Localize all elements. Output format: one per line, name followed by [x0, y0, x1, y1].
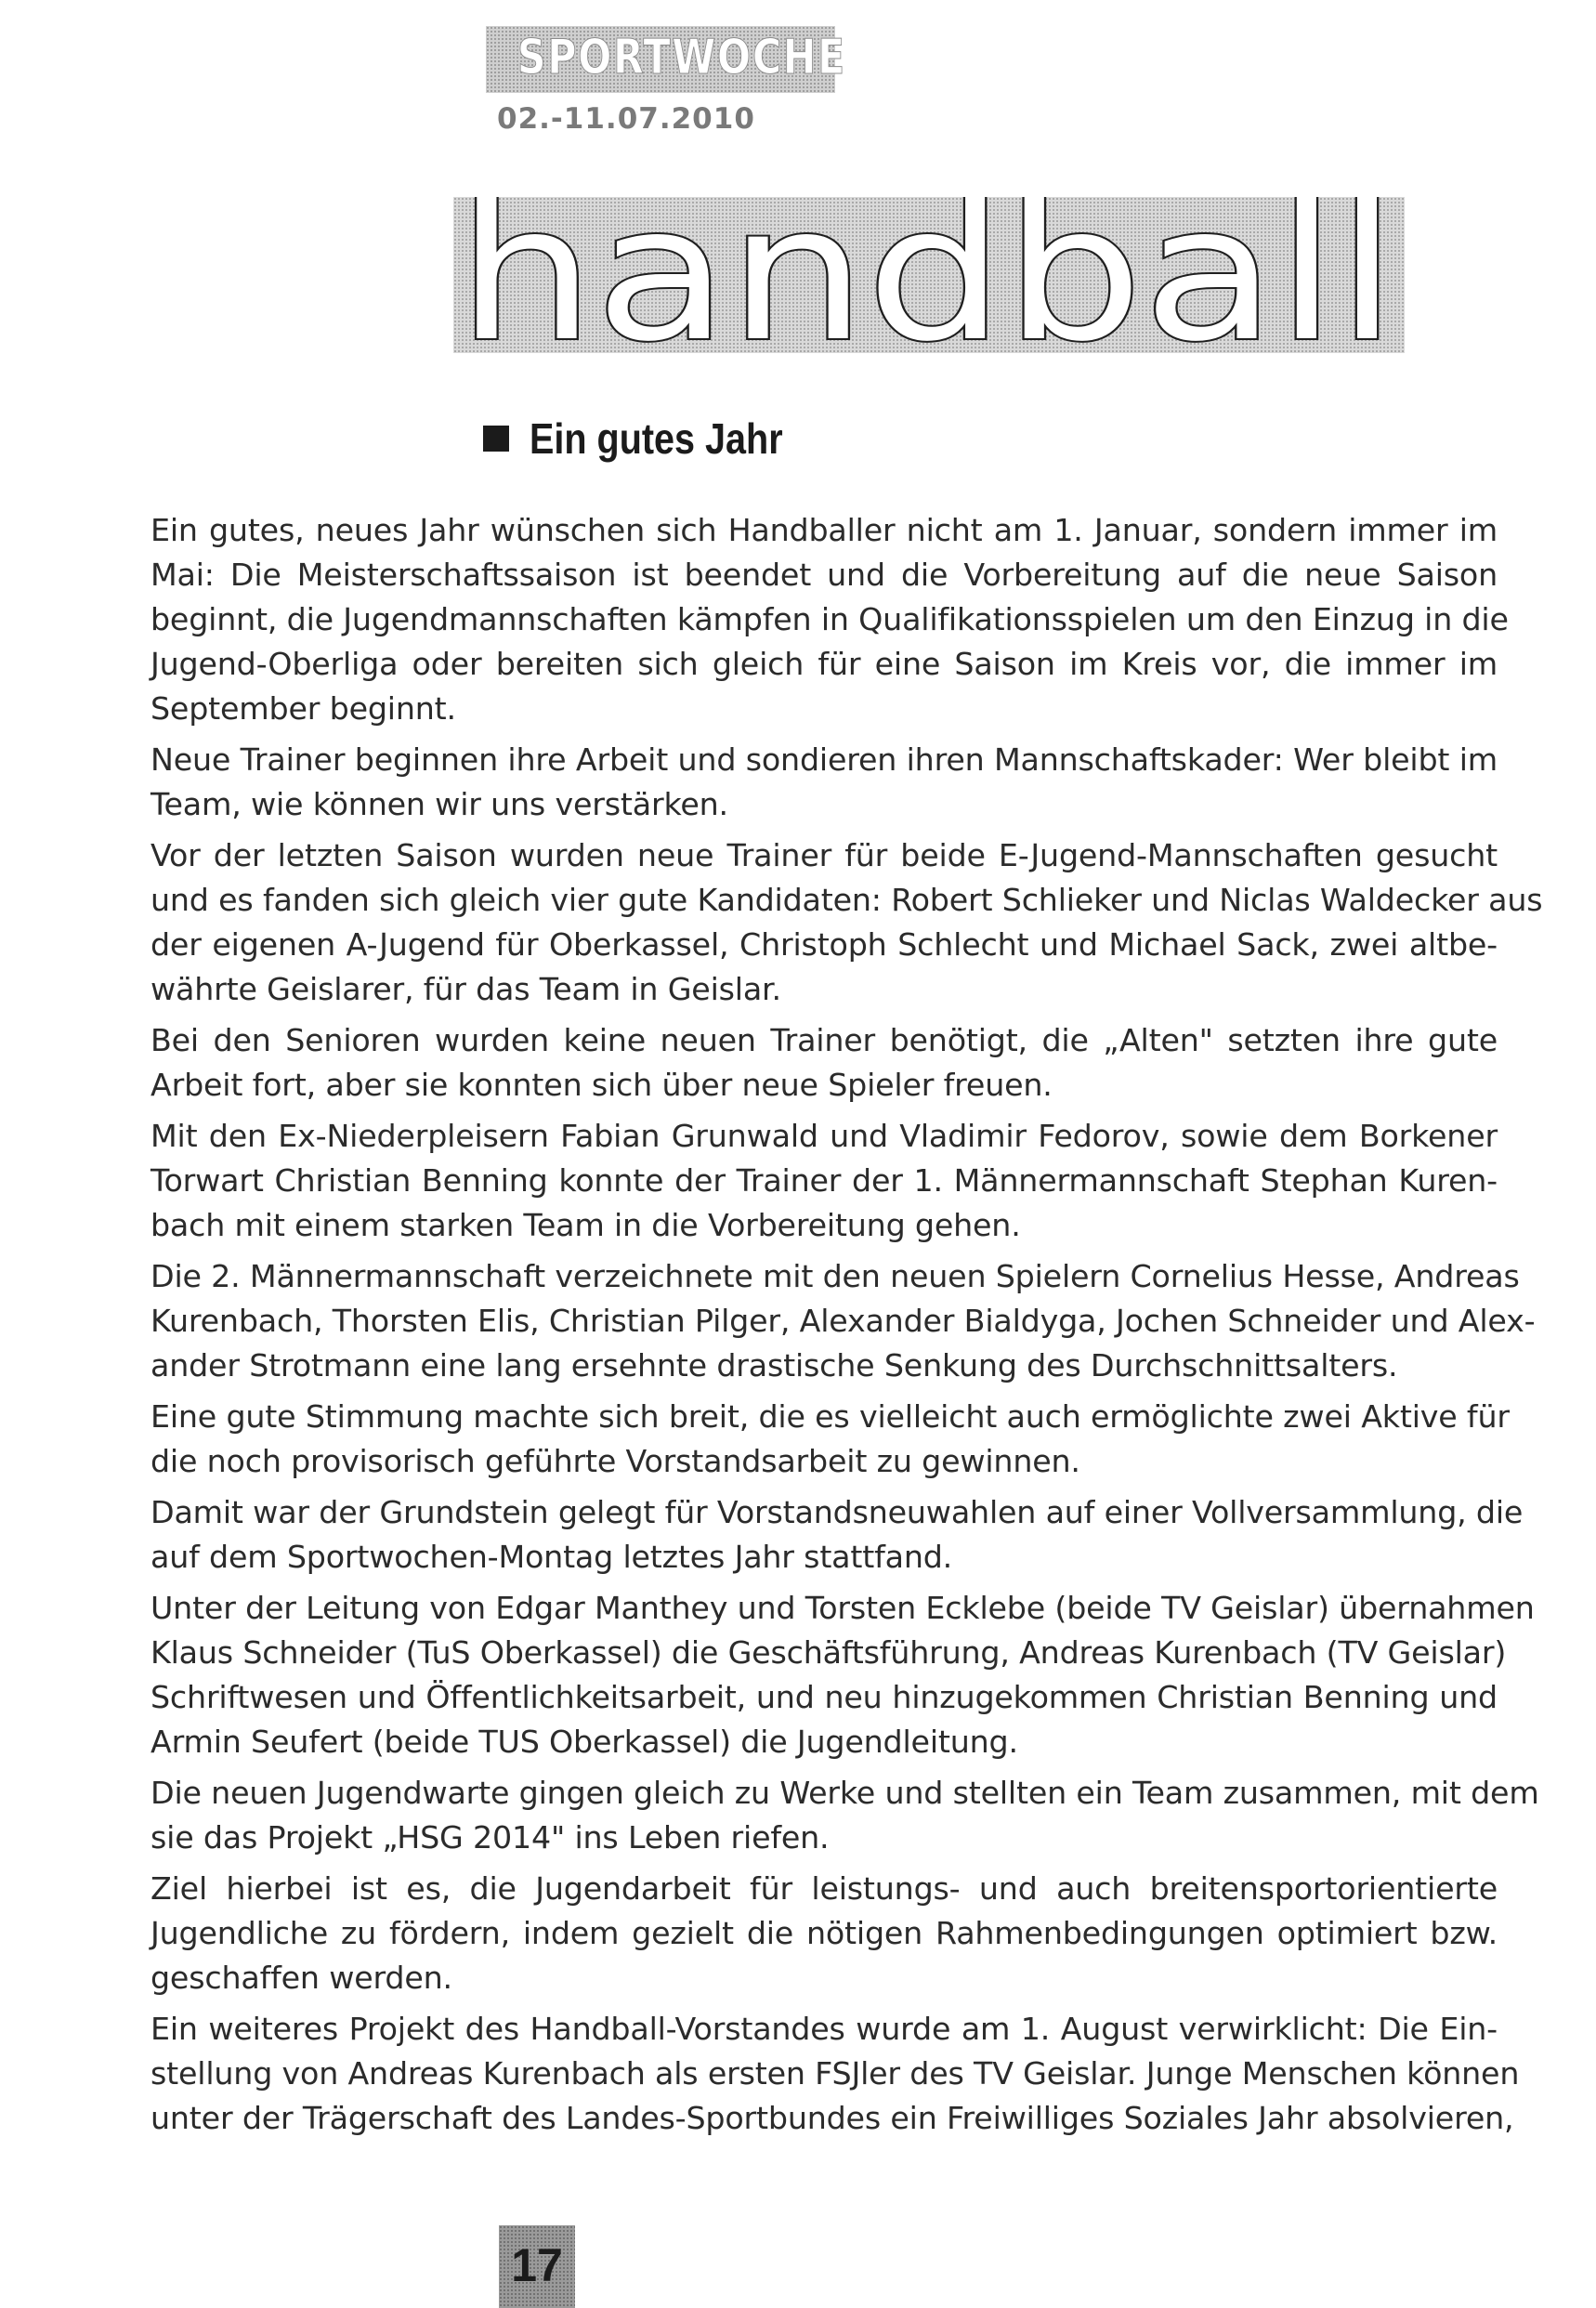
paragraph-line: geschaffen werden.	[150, 1960, 452, 1996]
paragraph-line: Ein gutes, neues Jahr wünschen sich Handballer nicht am 1. Januar, sondern immer im	[150, 512, 1498, 548]
paragraph-line: bach mit einem starken Team in die Vorbereitung gehen.	[150, 1207, 1021, 1243]
article-paragraph	[150, 1018, 1498, 1108]
article-paragraph	[150, 1771, 1539, 1860]
paragraph-line: Arbeit fort, aber sie konnten sich über neue Spieler freuen.	[150, 1067, 1053, 1103]
article-paragraph	[150, 833, 1543, 1012]
article-paragraph	[150, 1490, 1524, 1580]
paragraph-line: beginnt, die Jugendmannschaften kämpfen in Qualifikationsspielen um den Einzug in die	[150, 601, 1509, 637]
paragraph-line: die noch provisorisch geführte Vorstandsarbeit zu gewinnen.	[150, 1443, 1080, 1479]
publication-date: 02.-11.07.2010	[497, 102, 755, 136]
article-body	[150, 508, 1543, 2147]
paragraph-line: Die 2. Männermannschaft verzeichnete mit den neuen Spielern Cornelius Hesse, Andreas	[150, 1258, 1520, 1294]
paragraph-line: und es fanden sich gleich vier gute Kandidaten: Robert Schlieker und Niclas Waldecker aus	[150, 882, 1543, 918]
paragraph-line: Bei den Senioren wurden keine neuen Trainer benötigt, die „Alten" setzten ihre gute	[150, 1022, 1498, 1058]
bullet-square-icon	[483, 426, 509, 452]
paragraph-line: September beginnt.	[150, 690, 456, 727]
paragraph-line: Klaus Schneider (TuS Oberkassel) die Geschäftsführung, Andreas Kurenbach (TV Geislar)	[150, 1634, 1507, 1671]
paragraph-line: unter der Trägerschaft des Landes-Sportbundes ein Freiwilliges Soziales Jahr absolvieren,	[150, 2100, 1514, 2136]
paragraph-line: Ein weiteres Projekt des Handball-Vorstandes wurde am 1. August verwirklicht: Die Ein-	[150, 2011, 1498, 2047]
article-paragraph	[150, 1586, 1535, 1764]
paragraph-line: währte Geislarer, für das Team in Geislar.	[150, 971, 781, 1007]
page-number: 17	[511, 2239, 563, 2291]
article-paragraph	[150, 508, 1509, 731]
article-paragraph	[150, 1395, 1510, 1484]
paragraph-line: Vor der letzten Saison wurden neue Trainer für beide E-Jugend-Mannschaften gesucht	[150, 837, 1498, 873]
paragraph-line: Damit war der Grundstein gelegt für Vorstandsneuwahlen auf einer Vollversammlung, die	[150, 1494, 1524, 1530]
paragraph-line: Schriftwesen und Öffentlichkeitsarbeit, und neu hinzugekommen Christian Benning und	[150, 1679, 1498, 1715]
publication-title: SPORTWOCHE	[517, 30, 846, 85]
paragraph-line: Eine gute Stimmung machte sich breit, die es vielleicht auch ermöglichte zwei Aktive für	[150, 1398, 1510, 1435]
paragraph-line: auf dem Sportwochen-Montag letztes Jahr stattfand.	[150, 1539, 953, 1575]
article-paragraph	[150, 1867, 1498, 2000]
section-headline-text: handball	[457, 197, 1397, 353]
article-title	[483, 413, 824, 464]
article-paragraph	[150, 1254, 1536, 1388]
paragraph-line: Jugend-Oberliga oder bereiten sich gleich für eine Saison im Kreis vor, die immer im	[150, 646, 1498, 682]
paragraph-line: Team, wie können wir uns verstärken.	[150, 786, 728, 822]
paragraph-line: sie das Projekt „HSG 2014" ins Leben riefen.	[150, 1819, 830, 1856]
paragraph-line: Neue Trainer beginnen ihre Arbeit und sondieren ihren Mannschaftskader: Wer bleibt im	[150, 741, 1498, 778]
paragraph-line: der eigenen A-Jugend für Oberkassel, Christoph Schlecht und Michael Sack, zwei altbe-	[150, 926, 1498, 963]
paragraph-line: Unter der Leitung von Edgar Manthey und Torsten Ecklebe (beide TV Geislar) übernahmen	[150, 1590, 1535, 1626]
paragraph-line: Mai: Die Meisterschaftssaison ist beendet und die Vorbereitung auf die neue Saison	[150, 557, 1498, 593]
paragraph-line: Torwart Christian Benning konnte der Trainer der 1. Männermannschaft Stephan Kuren-	[150, 1162, 1498, 1199]
paragraph-line: Die neuen Jugendwarte gingen gleich zu Werke und stellten ein Team zusammen, mit dem	[150, 1775, 1539, 1811]
article-paragraph	[150, 738, 1498, 827]
masthead-banner	[486, 26, 846, 93]
article-paragraph	[150, 2007, 1520, 2141]
page-number-box	[499, 2225, 575, 2308]
paragraph-line: Ziel hierbei ist es, die Jugendarbeit für leistungs- und auch breitensportorientierte	[150, 1870, 1498, 1907]
article-title-text: Ein gutes Jahr	[530, 414, 783, 463]
paragraph-line: ander Strotmann eine lang ersehnte drastische Senkung des Durchschnittsalters.	[150, 1347, 1398, 1383]
paragraph-line: Kurenbach, Thorsten Elis, Christian Pilger, Alexander Bialdyga, Jochen Schneider und Alex-	[150, 1303, 1536, 1339]
section-headline	[453, 197, 1405, 353]
paragraph-line: stellung von Andreas Kurenbach als ersten FSJler des TV Geislar. Junge Menschen können	[150, 2055, 1520, 2092]
article-paragraph	[150, 1114, 1498, 1248]
paragraph-line: Jugendliche zu fördern, indem gezielt die nötigen Rahmenbedingungen optimiert bzw.	[150, 1915, 1498, 1951]
paragraph-line: Armin Seufert (beide TUS Oberkassel) die Jugendleitung.	[150, 1724, 1018, 1760]
paragraph-line: Mit den Ex-Niederpleisern Fabian Grunwald und Vladimir Fedorov, sowie dem Borkener	[150, 1118, 1498, 1154]
